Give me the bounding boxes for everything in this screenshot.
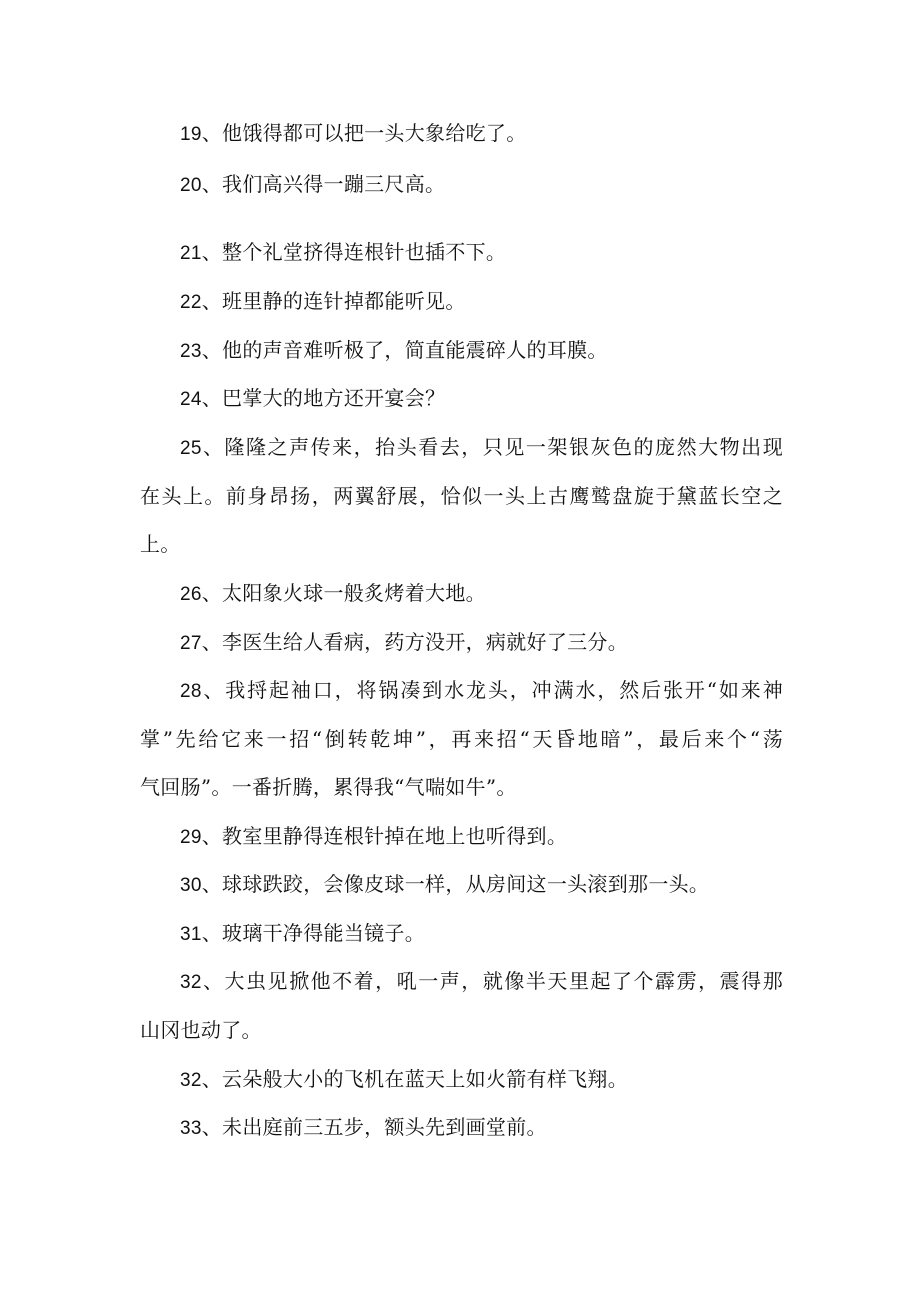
item-text: 、整个礼堂挤得连根针也插不下。 (201, 240, 507, 264)
list-item (180, 121, 830, 147)
item-number: 31 (180, 924, 202, 945)
list-item (180, 338, 830, 364)
list-item (180, 921, 830, 947)
list-item-continuation: 掌”先给它来一招“倒转乾坤”，再来招“天昏地暗”，最后来个“荡 (140, 727, 783, 751)
item-number: 26 (180, 584, 202, 605)
item-text: 、巴掌大的地方还开宴会？ (201, 386, 446, 410)
item-number: 24 (180, 389, 202, 410)
item-text: 、李医生给人看病，药方没开，病就好了三分。 (201, 630, 629, 654)
list-item-continuation: 山冈也动了。 (140, 1018, 262, 1042)
list-item (180, 386, 830, 412)
item-text: 、大虫见掀他不着，吼一声，就像半天里起了个霹雳，震得那 (201, 969, 783, 993)
item-text: 、云朵般大小的飞机在蓝天上如火箭有样飞翔。 (201, 1067, 629, 1091)
list-item-continuation: 气回肠”。一番折腾，累得我“气喘如牛”。 (140, 775, 517, 799)
item-text: 、球球跌跤，会像皮球一样，从房间这一头滚到那一头。 (201, 872, 710, 896)
list-item (180, 1067, 830, 1093)
item-text: 、他饿得都可以把一头大象给吃了。 (201, 121, 527, 145)
item-number: 19 (180, 124, 202, 145)
item-number: 27 (180, 633, 202, 654)
item-text: 、我捋起袖口，将锅凑到水龙头，冲满水，然后张开“如来神 (201, 678, 783, 702)
item-text: 、班里静的连针掉都能听见。 (201, 289, 466, 313)
item-number: 21 (180, 243, 202, 264)
list-item (180, 824, 830, 850)
list-item (180, 630, 830, 656)
item-number: 32 (180, 972, 202, 993)
list-item (180, 1115, 830, 1141)
list-item (180, 172, 830, 198)
item-number: 23 (180, 341, 202, 362)
list-item (180, 581, 830, 607)
item-text: 、未出庭前三五步，额头先到画堂前。 (201, 1115, 547, 1139)
item-number: 28 (180, 681, 202, 702)
item-number: 30 (180, 875, 202, 896)
list-item (180, 240, 830, 266)
item-number: 25 (180, 438, 202, 459)
list-item (180, 969, 783, 995)
item-text: 、太阳象火球一般炙烤着大地。 (201, 581, 486, 605)
item-number: 33 (180, 1118, 202, 1139)
item-text: 、教室里静得连根针掉在地上也听得到。 (201, 824, 568, 848)
item-text: 、我们高兴得一蹦三尺高。 (201, 172, 446, 196)
list-item (180, 678, 783, 704)
item-number: 22 (180, 292, 202, 313)
item-number: 20 (180, 175, 202, 196)
list-item (180, 872, 830, 898)
list-item-continuation: 在头上。前身昂扬，两翼舒展，恰似一头上古鹰鹫盘旋于黛蓝长空之 (140, 484, 783, 508)
list-item (180, 435, 783, 461)
item-text: 、隆隆之声传来，抬头看去，只见一架银灰色的庞然大物出现 (201, 435, 783, 459)
item-number: 32 (180, 1070, 202, 1091)
item-text: 、他的声音难听极了，简直能震碎人的耳膜。 (201, 338, 608, 362)
list-item (180, 289, 830, 315)
item-text: 、玻璃干净得能当镜子。 (201, 921, 426, 945)
list-item-continuation: 上。 (140, 532, 181, 556)
item-number: 29 (180, 827, 202, 848)
